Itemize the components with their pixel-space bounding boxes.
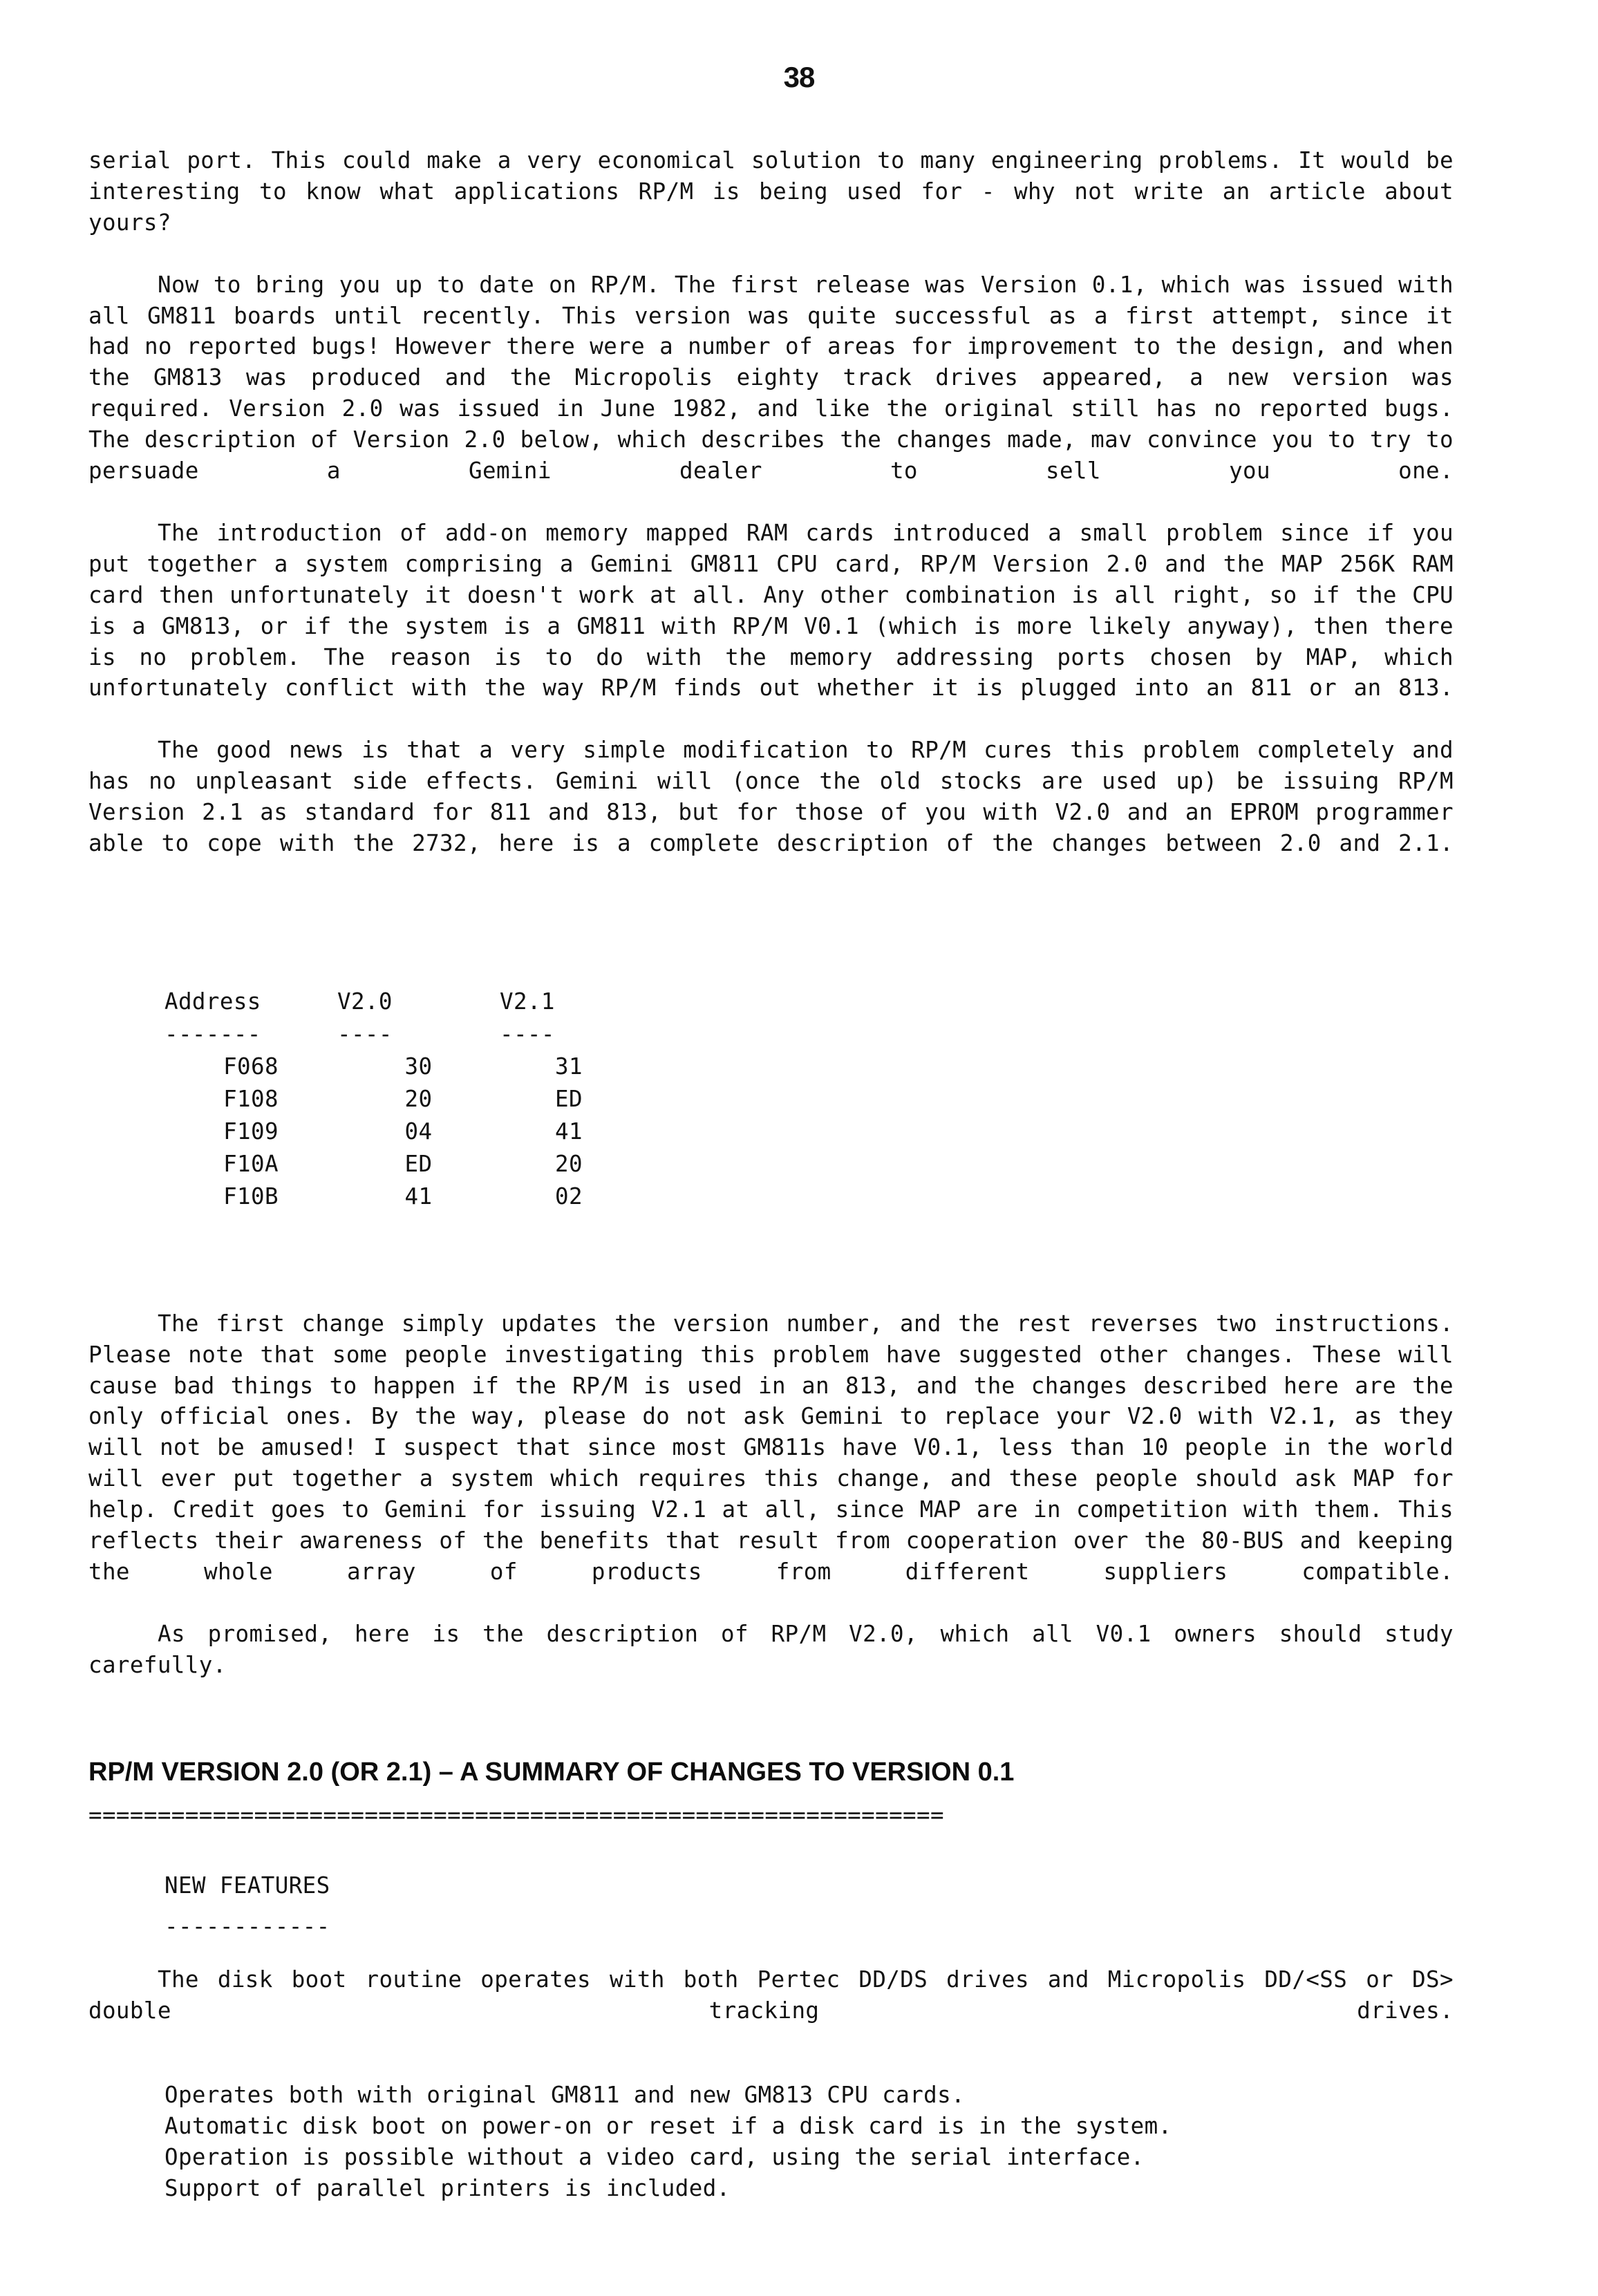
new-features-block [88,1870,1454,2204]
table-rule-v21: ---- [500,1020,555,1047]
body-text-column [88,145,1454,2204]
table-rule-row [164,1018,638,1051]
cell-address: F10A [223,1150,279,1177]
cell-v20: 41 [404,1183,433,1210]
new-features-rule: ------------ [164,1912,330,1939]
table-row [164,1083,638,1116]
table-row [164,1116,638,1148]
new-features-item: Automatic disk boot on power-on or reset if a disk card is in the system. [164,2113,1172,2140]
new-features-item: Operates both with original GM811 and new GM813 CPU cards. [164,2082,966,2109]
cell-v20: ED [404,1150,433,1177]
paragraph-4: The good news is that a very simple modification to RP/M cures this problem completely and has no unpleasant side effects. Gemini will (once the old stocks are used up) be issuing RP/M Version 2.1 as standard for 811 and 813, but for those of you with V2.0 and an EPROM programmer able to cope with the 2732, here is a complete description of the changes between 2.0 and 2.1. [88,737,1454,856]
table [164,986,638,1213]
cell-v21: 20 [555,1150,583,1177]
address-change-table [88,921,1454,1278]
new-features-item: Support of parallel printers is included. [164,2174,731,2201]
paragraph-2: Now to bring you up to date on RP/M. The first release was Version 0.1, which was issued with all GM811 boards until recently. This version was quite successful as a first attempt, since it had no reported bugs! However there were a number of areas for improvement to the design, and when the GM813 was produced and the Micropolis eighty track drives appeared, a new version was required. Version 2.0 was issued in June 1982, and like the original still has no reported bugs. The description of Version 2.0 below, which describes the changes made, mav convince you to try to persuade a Gemini dealer to sell you one. [88,271,1454,484]
cell-v21: 02 [555,1183,583,1210]
cell-v21: 31 [555,1053,583,1080]
table-header-row [164,986,638,1018]
cell-address: F109 [223,1118,279,1145]
table-rule-address: ------- [164,1020,261,1047]
cell-v20: 30 [404,1053,433,1080]
paragraph-5: The first change simply updates the version number, and the rest reverses two instructions. Please note that some people investigating this problem have suggested other changes. These will cause bad things to happen if the RP/M is used in an 813, and the changes described here are the only official ones. By the way, please do not ask Gemini to replace your V2.0 with V2.1, as they will not be amused! I suspect that since most GM811s have V0.1, less than 10 people in the world will ever put together a system which requires this change, and these people should ask MAP for help. Credit goes to Gemini for issuing V2.1 at all, since MAP are in competition with them. This reflects their awareness of the benefits that result from cooperation over the 80-BUS and keeping the whole array of products from different suppliers compatible. [88,1310,1454,1585]
new-features-item: Operation is possible without a video card, using the serial interface. [164,2144,1145,2171]
cell-v21: ED [555,1085,583,1112]
cell-address: F068 [223,1053,279,1080]
cell-v20: 04 [404,1118,433,1145]
paragraph-1: serial port. This could make a very economical solution to many engineering problems. It would be interesting to know what applications RP/M is being used for - why not write an article about yours? [88,147,1454,236]
table-row [164,1051,638,1083]
cell-address: F108 [223,1085,279,1112]
table-row [164,1180,638,1213]
section-heading: RP/M VERSION 2.0 (OR 2.1) – A SUMMARY OF CHANGES TO VERSION 0.1 [88,1757,1015,1787]
equals-separator-rule: ============================================================== [88,1801,944,1828]
cell-v21: 41 [555,1118,583,1145]
table-header-address: Address [164,988,261,1015]
new-features-lead-paragraph: The disk boot routine operates with both Pertec DD/DS drives and Micropolis DD/<SS or DS> double tracking drives. [88,1966,1454,2024]
table-header [164,986,638,1051]
table-header-v20: V2.0 [337,988,393,1015]
table-rule-v20: ---- [337,1020,393,1047]
page-number: 38 [783,61,815,93]
paragraph-6: As promised, here is the description of RP/M V2.0, which all V0.1 owners should study carefully. [88,1620,1454,1678]
cell-address: F10B [223,1183,279,1210]
table-header-v21: V2.1 [500,988,555,1015]
new-features-title: NEW FEATURES [164,1872,330,1899]
paragraph-3: The introduction of add-on memory mapped RAM cards introduced a small problem since if you put together a system comprising a Gemini GM811 CPU card, RP/M Version 2.0 and the MAP 256K RAM card then unfortunately it doesn't work at all. Any other combination is all right, so if the CPU is a GM813, or if the system is a GM811 with RP/M V0.1 (which is more likely anyway), then there is no problem. The reason is to do with the memory addressing ports chosen by MAP, which unfortunately conflict with the way RP/M finds out whether it is plugged into an 811 or an 813. [88,519,1454,702]
table-body [164,1051,638,1213]
cell-v20: 20 [404,1085,433,1112]
table-row [164,1148,638,1180]
